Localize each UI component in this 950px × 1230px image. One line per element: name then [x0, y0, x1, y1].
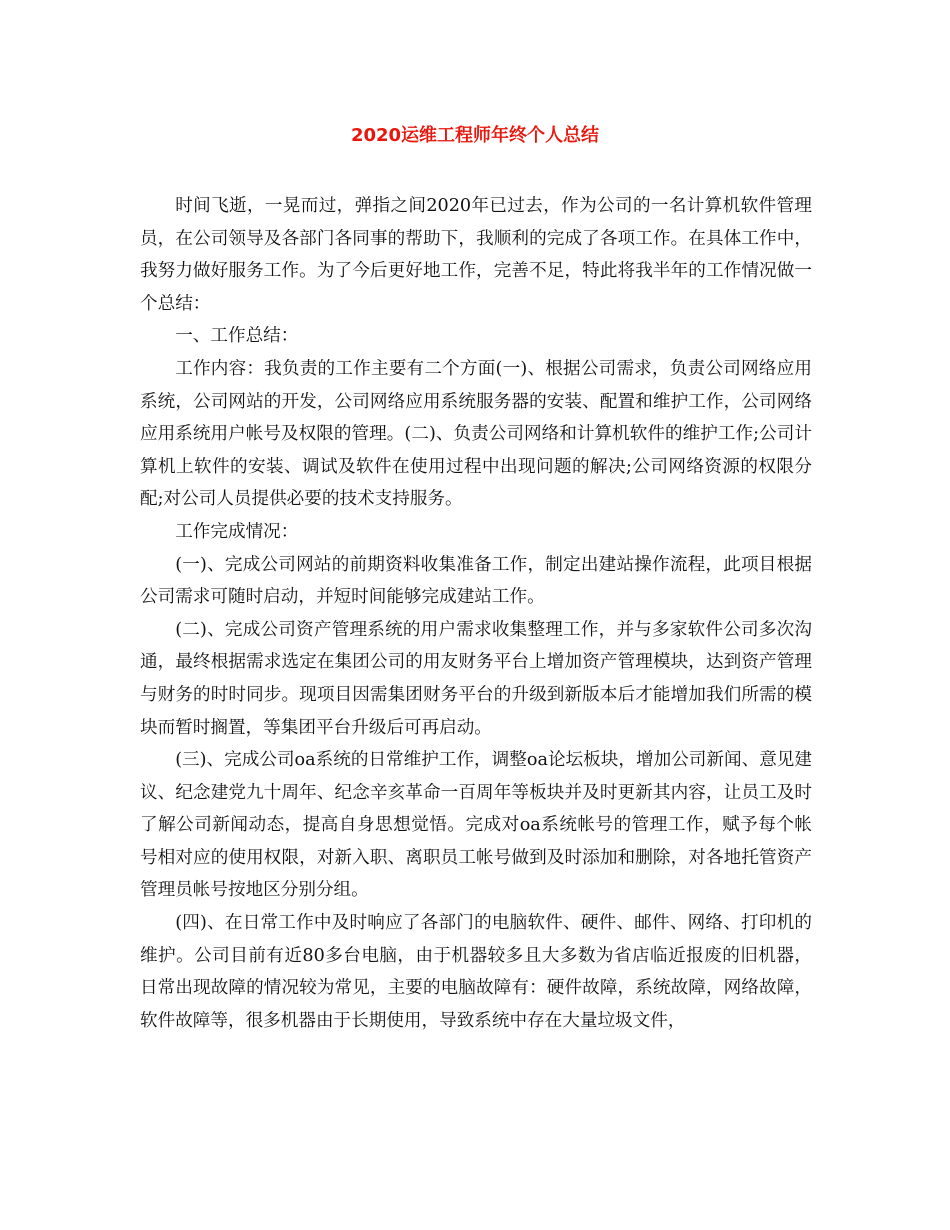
document-title: 2020运维工程师年终个人总结: [350, 125, 600, 146]
section-heading-work-summary: 一、工作总结：: [175, 326, 299, 347]
paragraph-item-4: (四)、在日常工作中及时响应了各部门的电脑软件、硬件、邮件、网络、打印机的维护。公司目前有近80多台电脑，由于机器较多且大多数为省店临近报废的旧机器，日常出现故障的情况较为常见，主要的电脑故障有：硬件故障，系统故障，网络故障，软件故障等，很多机器由于长期使用，导致系统中存在大量垃圾文件，: [140, 913, 812, 1031]
paragraph-item-3: (三)、完成公司oa系统的日常维护工作，调整oa论坛板块，增加公司新闻、意见建议、纪念建党九十周年、纪念辛亥革命一百周年等板块并及时更新其内容，让员工及时了解公司新闻动态，提高自身思想觉悟。完成对oa系统帐号的管理工作，赋予每个帐号相对应的使用权限，对新入职、离职员工帐号做到及时添加和删除，对各地托管资产管理员帐号按地区分别分组。: [140, 750, 812, 901]
document-body: [140, 190, 812, 1037]
paragraph-work-content: 工作内容：我负责的工作主要有二个方面(一)、根据公司需求，负责公司网络应用系统，公司网站的开发，公司网络应用系统服务器的安装、配置和维护工作，公司网络应用系统用户帐号及权限的管理。(二)、负责公司网络和计算机软件的维护工作;公司计算机上软件的安装、调试及软件在使用过程中出现问题的解决;公司网络资源的权限分配;对公司人员提供必要的技术支持服务。: [140, 358, 812, 510]
paragraph-item-2: (二)、完成公司资产管理系统的用户需求收集整理工作，并与多家软件公司多次沟通，最终根据需求选定在集团公司的用友财务平台上增加资产管理模块，达到资产管理与财务的时时同步。现项目因需集团财务平台的升级到新版本后才能增加我们所需的模块而暂时搁置，等集团平台升级后可再启动。: [140, 619, 812, 738]
paragraph-item-1: (一)、完成公司网站的前期资料收集准备工作，制定出建站操作流程，此项目根据公司需求可随时启动，并短时间能够完成建站工作。: [140, 554, 812, 608]
section-heading-work-completion: 工作完成情况：: [175, 521, 299, 542]
paragraph-intro: 时间飞逝，一晃而过，弹指之间2020年已过去，作为公司的一名计算机软件管理员，在公司领导及各部门各同事的帮助下，我顺利的完成了各项工作。在具体工作中，我努力做好服务工作。为了今后更好地工作，完善不足，特此将我半年的工作情况做一个总结：: [140, 196, 812, 314]
